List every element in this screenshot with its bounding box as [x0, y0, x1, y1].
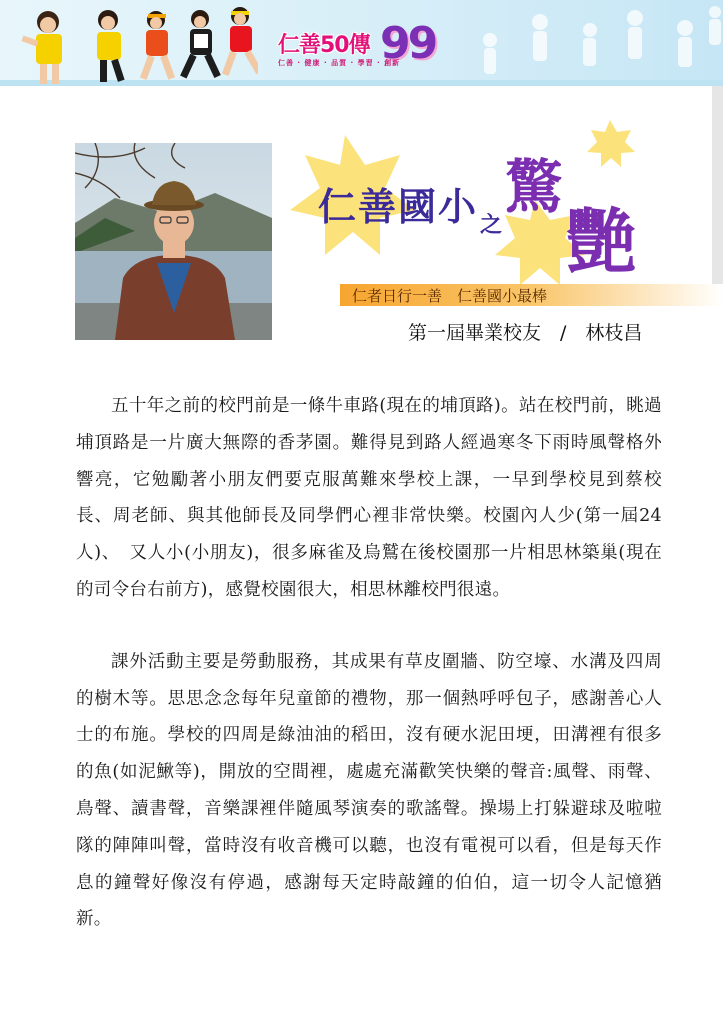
logo-subtitle: 仁善 · 健康 · 品質 · 學習 · 創新 — [278, 59, 401, 67]
article-title-char-1: 驚 — [505, 153, 564, 221]
article-title: 仁善國小 — [318, 184, 479, 229]
silhouette-runners-decoration — [470, 0, 723, 86]
anniversary-logo — [272, 18, 444, 74]
header-banner — [0, 0, 723, 86]
paragraph-2: 課外活動主要是勞動服務，其成果有草皮圍牆、防空壕、水溝及四周的樹木等。思思念念每年兒童節的禮物，那一個熱呼呼包子，感謝善心人士的布施。學校的四周是綠油油的稻田，沒有硬水泥田埂，田溝裡有很多的魚(如泥鰍等)，開放的空間裡，處處充滿歡笑快樂的聲音:風聲、雨聲、鳥聲、讀書聲，音樂課裡伴隨風琴演奏的歌謠聲。操場上打躲避球及啦啦隊的陣陣叫聲，當時沒有收音機可以聽，也沒有電視可以看，但是每天作息的鐘聲好像沒有停過，感謝每天定時敲鐘的伯伯，這一切令人記憶猶新。 — [76, 651, 662, 930]
article-body — [76, 388, 662, 973]
article-title-char-2: 艷 — [566, 200, 636, 283]
author-byline: 第一屆畢業校友 / 林枝昌 — [408, 322, 643, 344]
logo-number: 99 — [380, 18, 436, 69]
running-children-illustration — [8, 2, 258, 86]
alumnus-photo — [75, 143, 272, 340]
logo-text: 仁善50傳 — [278, 33, 370, 58]
tagline: 仁者日行一善 仁善國小最棒 — [352, 287, 548, 305]
paragraph-1: 五十年之前的校門前是一條牛車路(現在的埔頂路)。站在校門前，眺過埔頂路是一片廣大無際的香茅園。難得見到路人經過寒冬下雨時風聲格外響亮，它勉勵著小朋友們要克服萬難來學校上課，一早到學校見到蔡校長、周老師、與其他師長及同學們心裡非常快樂。校園內人少(第一屆24人)、 又人小(小朋友)，很多麻雀及烏鷲在後校園那一片相思林築巢(現在的司令台右前方)，感覺校園很大，相思林離校門很遠。 — [76, 396, 662, 600]
article-title-connector: 之 — [480, 212, 503, 238]
